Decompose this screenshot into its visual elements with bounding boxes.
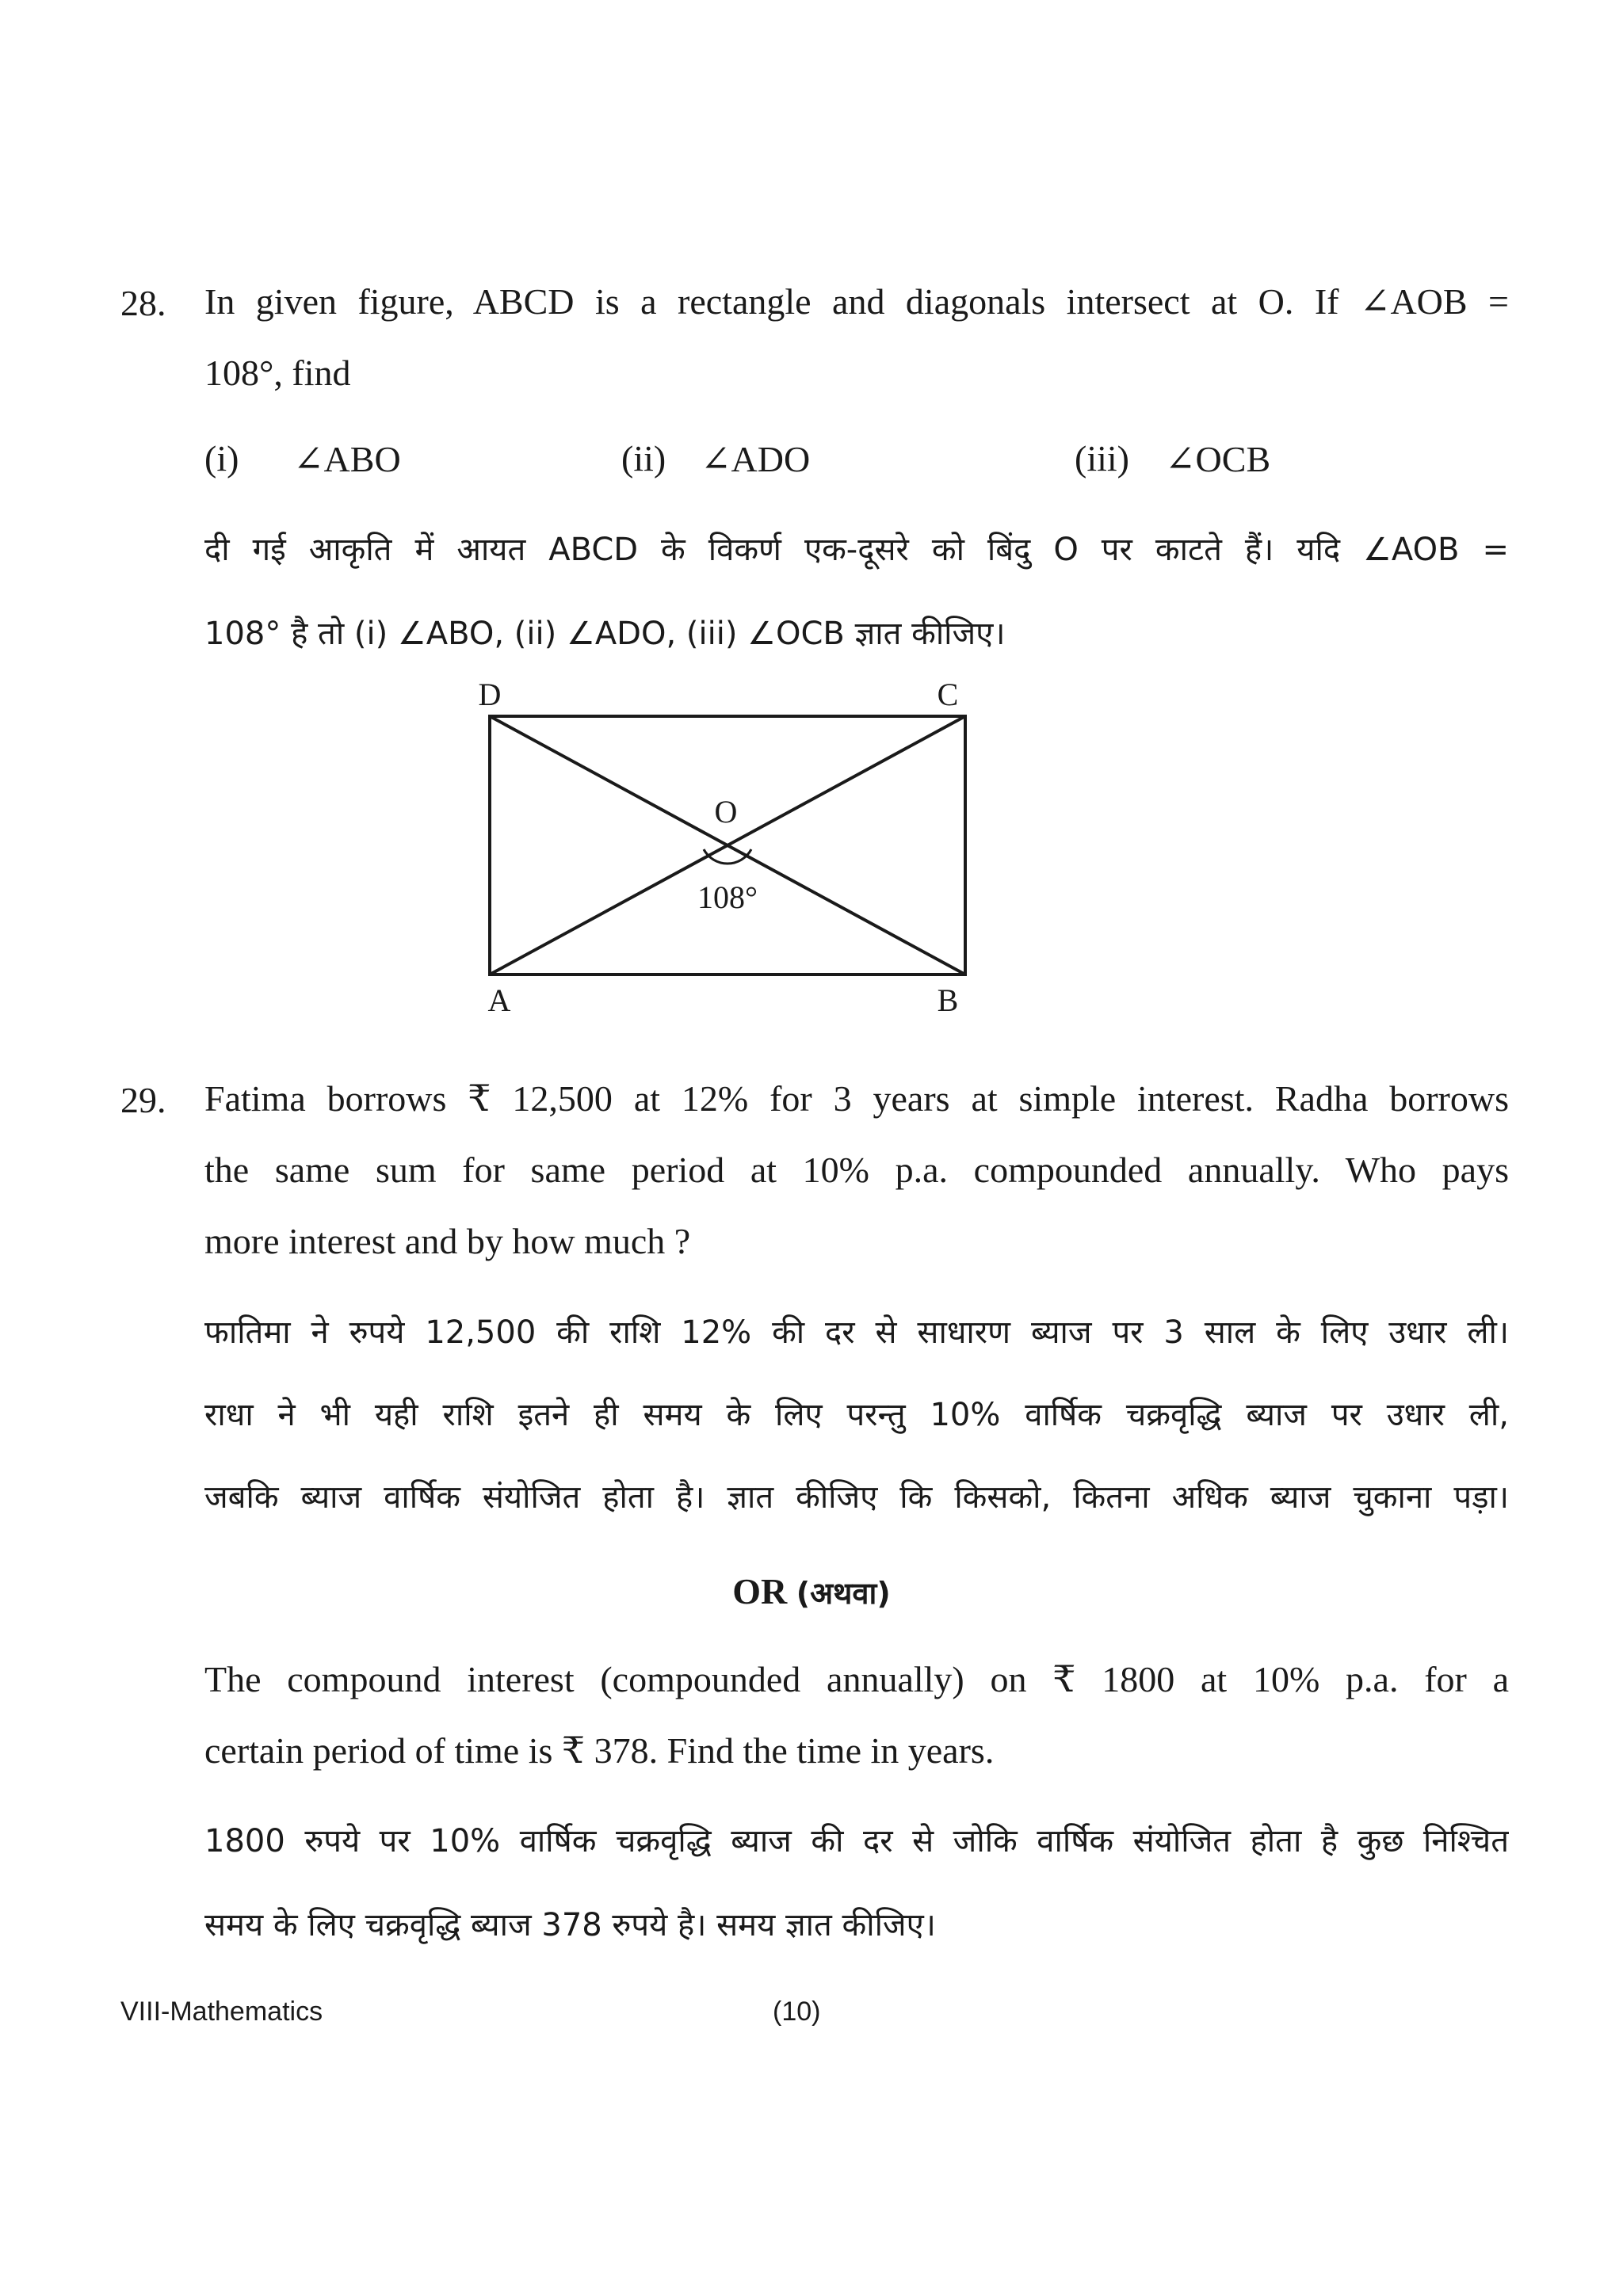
q28-english-line-1: In given figure, ABCD is a rectangle and diagonals intersect at O. If ∠AOB =: [204, 281, 1509, 322]
footer-subject: VIII-Mathematics: [120, 1997, 323, 2027]
q29-english-line-1: Fatima borrows ₹ 12,500 at 12% for 3 years at simple interest. Radha borrows: [204, 1078, 1509, 1119]
q28-option-3-number: (iii): [1075, 438, 1129, 479]
q29-hindi-line-3: जबकि ब्याज वार्षिक संयोजित होता है। ज्ञात कीजिए कि किसको, कितना अधिक ब्याज चुकाना पड़ा।: [204, 1479, 1509, 1516]
vertex-label-b: B: [937, 982, 959, 1018]
vertex-label-o: O: [714, 794, 738, 830]
q29-alt-hindi-line-2: समय के लिए चक्रवृद्धि ब्याज 378 रुपये है। समय ज्ञात कीजिए।: [204, 1907, 936, 1943]
angle-label-108: 108°: [697, 879, 758, 915]
question-number-29: 29.: [120, 1080, 166, 1120]
q29-english-line-2: the same sum for same period at 10% p.a. compounded annually. Who pays: [204, 1150, 1509, 1190]
vertex-label-c: C: [937, 677, 959, 712]
q29-hindi-line-2: राधा ने भी यही राशि इतने ही समय के लिए परन्तु 10% वार्षिक चक्रवृद्धि ब्याज पर उधार ली,: [204, 1397, 1509, 1433]
q28-option-2-number: (ii): [621, 438, 666, 479]
q28-option-2-text: ∠ADO: [701, 439, 811, 479]
q28-option-1-text: ∠ABO: [293, 439, 401, 479]
q28-option-1-number: (i): [204, 438, 239, 479]
or-heading-english: OR: [732, 1571, 788, 1611]
question-number-28: 28.: [120, 283, 166, 323]
q29-alt-hindi-line-1: 1800 रुपये पर 10% वार्षिक चक्रवृद्धि ब्याज की दर से जोकि वार्षिक संयोजित होता है कुछ निश्चित: [204, 1823, 1509, 1859]
q28-hindi-line-2: 108° है तो (i) ∠ABO, (ii) ∠ADO, (iii) ∠OCB ज्ञात कीजिए।: [204, 616, 1006, 652]
q29-english-line-3: more interest and by how much ?: [204, 1221, 691, 1261]
vertex-label-d: D: [478, 677, 502, 712]
rectangle-diagram: [460, 666, 983, 1030]
or-heading: [0, 1570, 1623, 1613]
angle-arc-aob: [704, 849, 751, 864]
q28-option-3-text: ∠OCB: [1165, 439, 1271, 479]
q28-english-line-2: 108°, find: [204, 353, 351, 393]
or-heading-hindi: (अथवा): [796, 1576, 891, 1611]
q29-alt-english-line-1: The compound interest (compounded annually) on ₹ 1800 at 10% p.a. for a: [204, 1659, 1509, 1699]
vertex-label-a: A: [487, 982, 511, 1018]
q29-hindi-line-1: फातिमा ने रुपये 12,500 की राशि 12% की दर से साधारण ब्याज पर 3 साल के लिए उधार ली।: [204, 1314, 1509, 1351]
footer-page-number: (10): [773, 1997, 821, 2027]
q28-hindi-line-1: दी गई आकृति में आयत ABCD के विकर्ण एक-दूसरे को बिंदु O पर काटते हैं। यदि ∠AOB =: [204, 532, 1509, 568]
q29-alt-english-line-2: certain period of time is ₹ 378. Find the time in years.: [204, 1730, 995, 1771]
